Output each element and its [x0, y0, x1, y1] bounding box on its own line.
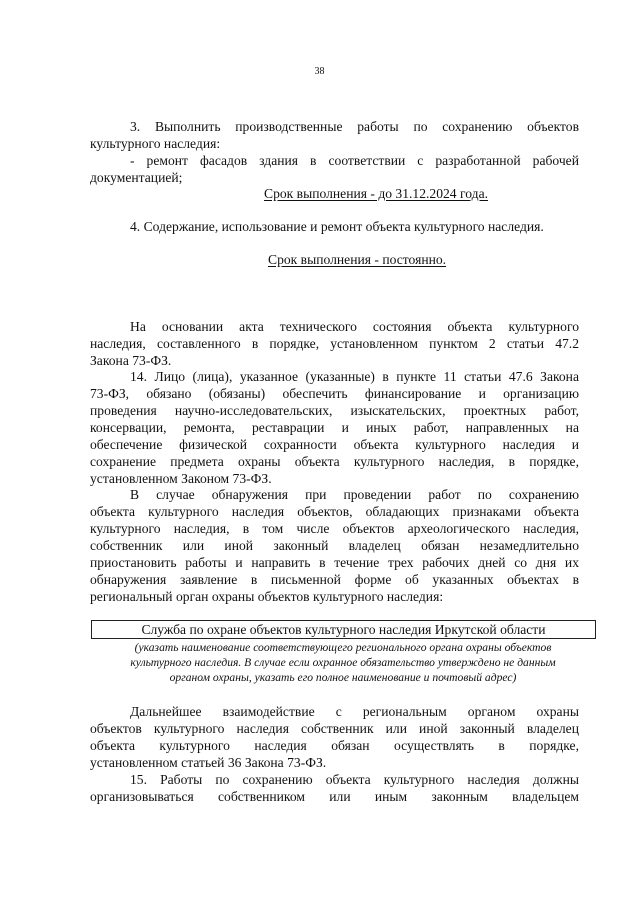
discovery-line4: собственник или иной законный владелец обязан незамедлительно: [90, 538, 579, 553]
authority-note-line3: органом охраны, указать его полное наименование и почтовый адрес): [169, 671, 517, 684]
item4-deadline: Срок выполнения - постоянно.: [268, 252, 447, 267]
item14-line6: сохранение предмета охраны объекта культурного наследия, в порядке,: [90, 454, 579, 469]
interaction-line3: объекта культурного наследия обязан осуществлять в порядке,: [90, 738, 579, 753]
item3-line1: 3. Выполнить производственные работы по сохранению объектов: [130, 119, 579, 134]
authority-name-box: [91, 620, 596, 639]
discovery-line1: В случае обнаружения при проведении работ по сохранению: [130, 487, 579, 502]
item15-line1: 15. Работы по сохранению объекта культурного наследия должны: [130, 772, 579, 787]
discovery-line6: обнаружения заявление в письменной форме об указанных объектах в: [90, 572, 579, 587]
page-number: 38: [314, 66, 325, 77]
basis-line1: На основании акта технического состояния объекта культурного: [130, 319, 579, 334]
item15-line2: организовываться собственником или иным законным владельцем: [90, 789, 579, 804]
item14-line5: обеспечение физической сохранности объекта культурного наследия и: [90, 437, 579, 452]
interaction-line1: Дальнейшее взаимодействие с региональным органом охраны: [130, 704, 579, 719]
item3-line2: культурного наследия:: [90, 136, 221, 151]
interaction-line2: объектов культурного наследия собственник или иной законный владелец: [90, 721, 579, 736]
item3-line3: - ремонт фасадов здания в соответствии с разработанной рабочей: [130, 153, 579, 168]
item14-line4: консервации, ремонта, реставрации и иных работ, направленных на: [90, 420, 579, 435]
interaction-line4: установленном статьей 36 Закона 73-ФЗ.: [90, 755, 327, 770]
item14-line7: установленном Законом 73-ФЗ.: [90, 471, 272, 486]
item3-line4: документацией;: [90, 170, 183, 185]
discovery-line5: приостановить работы и направить в течение трех рабочих дней со дня их: [90, 555, 579, 570]
item14-line2: 73-ФЗ, обязано (обязаны) обеспечить финансирование и организацию: [90, 386, 579, 401]
item3-deadline: Срок выполнения - до 31.12.2024 года.: [264, 186, 488, 201]
basis-line2: наследия, составленного в порядке, установленном пунктом 2 статьи 47.2: [90, 336, 579, 351]
item14-line1: 14. Лицо (лица), указанное (указанные) в пункте 11 статьи 47.6 Закона: [130, 369, 579, 384]
authority-note-line2: культурного наследия. В случае если охранное обязательство утверждено не данным: [130, 656, 556, 669]
authority-note-line1: (указать наименование соответствующего регионального органа охраны объектов: [134, 641, 552, 654]
authority-name: Служба по охране объектов культурного наследия Иркутской области: [141, 622, 546, 637]
item4-line1: 4. Содержание, использование и ремонт объекта культурного наследия.: [130, 219, 544, 234]
basis-line3: Закона 73-ФЗ.: [90, 353, 172, 368]
discovery-line3: культурного наследия, в том числе объектов археологического наследия,: [90, 521, 579, 536]
discovery-line2: объекта культурного наследия объектов, обладающих признаками объекта: [90, 504, 579, 519]
discovery-line7: региональный орган охраны объектов культурного наследия:: [90, 589, 444, 604]
item14-line3: проведения научно-исследовательских, изыскательских, проектных работ,: [90, 403, 579, 418]
